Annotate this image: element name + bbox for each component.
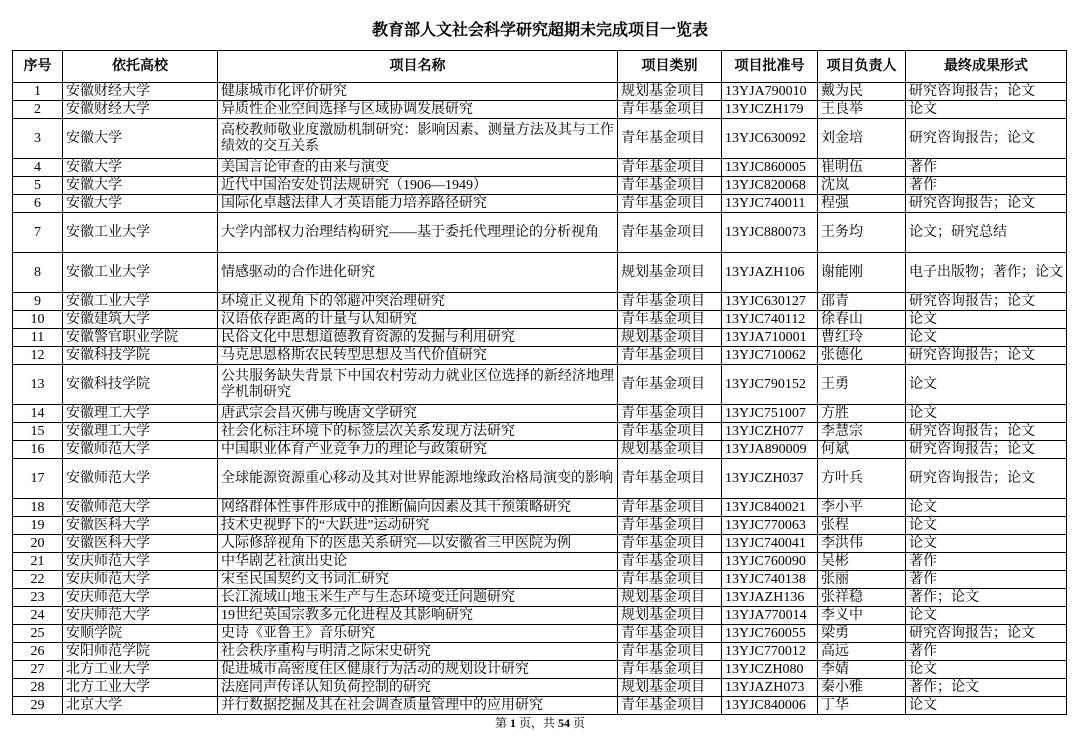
cell-number: 22 xyxy=(13,571,63,589)
page-middle: 页，共 xyxy=(518,716,555,730)
table-row xyxy=(13,213,1067,253)
cell-project-category: 青年基金项目 xyxy=(618,365,722,405)
cell-project-name: 民俗文化中思想道德教育资源的发掘与利用研究 xyxy=(218,329,618,347)
cell-final-output: 著作 xyxy=(906,553,1067,571)
cell-project-name: 国际化卓越法律人才英语能力培养路径研究 xyxy=(218,195,618,213)
cell-project-name: 法庭同声传译认知负荷控制的研究 xyxy=(218,679,618,697)
cell-approval-number: 13YJCZH080 xyxy=(722,661,818,679)
cell-project-name: 全球能源资源重心移动及其对世界能源地缘政治格局演变的影响 xyxy=(218,459,618,499)
table-row xyxy=(13,589,1067,607)
table-row xyxy=(13,347,1067,365)
cell-number: 3 xyxy=(13,119,63,159)
cell-project-leader: 丁华 xyxy=(818,697,906,715)
cell-final-output: 电子出版物；著作；论文 xyxy=(906,253,1067,293)
table-row xyxy=(13,441,1067,459)
cell-approval-number: 13YJC630127 xyxy=(722,293,818,311)
cell-project-name: 健康城市化评价研究 xyxy=(218,83,618,101)
cell-university: 安阳师范学院 xyxy=(63,643,218,661)
cell-university: 安徽大学 xyxy=(63,159,218,177)
cell-number: 12 xyxy=(13,347,63,365)
cell-university: 安徽医科大学 xyxy=(63,517,218,535)
cell-approval-number: 13YJAZH106 xyxy=(722,253,818,293)
column-header-approval-number: 项目批准号 xyxy=(722,51,818,83)
cell-university: 安徽科技学院 xyxy=(63,347,218,365)
cell-number: 15 xyxy=(13,423,63,441)
cell-approval-number: 13YJC840006 xyxy=(722,697,818,715)
cell-approval-number: 13YJC710062 xyxy=(722,347,818,365)
cell-project-leader: 沈岚 xyxy=(818,177,906,195)
cell-final-output: 论文 xyxy=(906,607,1067,625)
cell-approval-number: 13YJC751007 xyxy=(722,405,818,423)
column-header-final-output: 最终成果形式 xyxy=(906,51,1067,83)
cell-number: 11 xyxy=(13,329,63,347)
cell-project-name: 中国职业体育产业竞争力的理论与政策研究 xyxy=(218,441,618,459)
cell-approval-number: 13YJA710001 xyxy=(722,329,818,347)
cell-approval-number: 13YJC760055 xyxy=(722,625,818,643)
cell-project-category: 青年基金项目 xyxy=(618,405,722,423)
table-row xyxy=(13,553,1067,571)
cell-number: 26 xyxy=(13,643,63,661)
cell-final-output: 论文 xyxy=(906,661,1067,679)
cell-project-category: 青年基金项目 xyxy=(618,293,722,311)
cell-final-output: 研究咨询报告；论文 xyxy=(906,423,1067,441)
cell-project-category: 青年基金项目 xyxy=(618,195,722,213)
page-suffix: 页 xyxy=(573,716,586,730)
cell-project-category: 规划基金项目 xyxy=(618,589,722,607)
cell-university: 安庆师范大学 xyxy=(63,571,218,589)
cell-final-output: 论文 xyxy=(906,517,1067,535)
cell-number: 21 xyxy=(13,553,63,571)
cell-number: 28 xyxy=(13,679,63,697)
table-row xyxy=(13,329,1067,347)
cell-number: 16 xyxy=(13,441,63,459)
table-row xyxy=(13,119,1067,159)
table-row xyxy=(13,459,1067,499)
table-row xyxy=(13,679,1067,697)
cell-approval-number: 13YJC770012 xyxy=(722,643,818,661)
cell-university: 北京大学 xyxy=(63,697,218,715)
cell-number: 9 xyxy=(13,293,63,311)
cell-project-leader: 张程 xyxy=(818,517,906,535)
cell-project-leader: 张丽 xyxy=(818,571,906,589)
cell-university: 安徽工业大学 xyxy=(63,213,218,253)
cell-project-leader: 李洪伟 xyxy=(818,535,906,553)
cell-approval-number: 13YJC760090 xyxy=(722,553,818,571)
table-row xyxy=(13,625,1067,643)
table-row xyxy=(13,159,1067,177)
cell-number: 17 xyxy=(13,459,63,499)
table-row xyxy=(13,643,1067,661)
cell-project-name: 网络群体性事件形成中的推断偏向因素及其干预策略研究 xyxy=(218,499,618,517)
cell-final-output: 著作 xyxy=(906,159,1067,177)
cell-approval-number: 13YJA790010 xyxy=(722,83,818,101)
cell-project-category: 青年基金项目 xyxy=(618,661,722,679)
cell-university: 安徽师范大学 xyxy=(63,441,218,459)
cell-final-output: 研究咨询报告；论文 xyxy=(906,347,1067,365)
page-footer xyxy=(0,715,1080,731)
cell-project-name: 技术史视野下的“大跃进”运动研究 xyxy=(218,517,618,535)
column-header-university: 依托高校 xyxy=(63,51,218,83)
cell-project-category: 青年基金项目 xyxy=(618,423,722,441)
cell-project-leader: 徐春山 xyxy=(818,311,906,329)
cell-project-leader: 张德化 xyxy=(818,347,906,365)
cell-project-leader: 方叶兵 xyxy=(818,459,906,499)
cell-project-leader: 王勇 xyxy=(818,365,906,405)
cell-approval-number: 13YJC790152 xyxy=(722,365,818,405)
cell-approval-number: 13YJC740112 xyxy=(722,311,818,329)
cell-approval-number: 13YJC740138 xyxy=(722,571,818,589)
cell-university: 安徽师范大学 xyxy=(63,459,218,499)
cell-approval-number: 13YJAZH136 xyxy=(722,589,818,607)
cell-approval-number: 13YJC860005 xyxy=(722,159,818,177)
cell-project-leader: 曹红玲 xyxy=(818,329,906,347)
page-title: 教育部人文社会科学研究超期未完成项目一览表 xyxy=(371,22,708,39)
cell-approval-number: 13YJC770063 xyxy=(722,517,818,535)
cell-project-name: 史诗《亚鲁王》音乐研究 xyxy=(218,625,618,643)
table-row xyxy=(13,83,1067,101)
cell-final-output: 研究咨询报告；论文 xyxy=(906,441,1067,459)
cell-project-leader: 邵青 xyxy=(818,293,906,311)
cell-project-leader: 高远 xyxy=(818,643,906,661)
header-row xyxy=(13,51,1067,83)
table-row xyxy=(13,101,1067,119)
cell-approval-number: 13YJC630092 xyxy=(722,119,818,159)
cell-project-category: 青年基金项目 xyxy=(618,159,722,177)
cell-approval-number: 13YJC840021 xyxy=(722,499,818,517)
cell-number: 1 xyxy=(13,83,63,101)
cell-project-category: 青年基金项目 xyxy=(618,517,722,535)
cell-project-name: 近代中国治安处罚法规研究（1906—1949） xyxy=(218,177,618,195)
cell-university: 北方工业大学 xyxy=(63,661,218,679)
cell-university: 安徽医科大学 xyxy=(63,535,218,553)
cell-project-name: 美国言论审查的由来与演变 xyxy=(218,159,618,177)
cell-university: 安庆师范大学 xyxy=(63,607,218,625)
cell-project-category: 规划基金项目 xyxy=(618,607,722,625)
cell-approval-number: 13YJA890009 xyxy=(722,441,818,459)
cell-university: 安徽大学 xyxy=(63,177,218,195)
cell-university: 安庆师范大学 xyxy=(63,589,218,607)
cell-project-name: 环境正义视角下的邻避冲突治理研究 xyxy=(218,293,618,311)
cell-project-category: 规划基金项目 xyxy=(618,679,722,697)
cell-project-category: 青年基金项目 xyxy=(618,499,722,517)
cell-project-category: 青年基金项目 xyxy=(618,213,722,253)
cell-university: 安徽建筑大学 xyxy=(63,311,218,329)
cell-project-category: 规划基金项目 xyxy=(618,441,722,459)
cell-project-name: 汉语依存距离的计量与认知研究 xyxy=(218,311,618,329)
cell-project-name: 异质性企业空间选择与区域协调发展研究 xyxy=(218,101,618,119)
cell-project-category: 规划基金项目 xyxy=(618,83,722,101)
cell-number: 2 xyxy=(13,101,63,119)
table-row xyxy=(13,697,1067,715)
cell-final-output: 论文；研究总结 xyxy=(906,213,1067,253)
cell-project-category: 青年基金项目 xyxy=(618,643,722,661)
cell-approval-number: 13YJC740041 xyxy=(722,535,818,553)
column-header-project-leader: 项目负责人 xyxy=(818,51,906,83)
cell-project-name: 唐武宗会昌灭佛与晚唐文学研究 xyxy=(218,405,618,423)
cell-project-leader: 李婧 xyxy=(818,661,906,679)
cell-university: 安徽大学 xyxy=(63,119,218,159)
cell-project-name: 公共服务缺失背景下中国农村劳动力就业区位选择的新经济地理学机制研究 xyxy=(218,365,618,405)
cell-project-category: 青年基金项目 xyxy=(618,625,722,643)
cell-project-name: 长江流域山地玉米生产与生态环境变迁问题研究 xyxy=(218,589,618,607)
cell-project-category: 青年基金项目 xyxy=(618,535,722,553)
cell-project-leader: 程强 xyxy=(818,195,906,213)
table-row xyxy=(13,517,1067,535)
cell-project-leader: 张祥稳 xyxy=(818,589,906,607)
cell-project-name: 宋至民国契约文书词汇研究 xyxy=(218,571,618,589)
cell-project-leader: 谢能刚 xyxy=(818,253,906,293)
table-row xyxy=(13,571,1067,589)
cell-project-category: 青年基金项目 xyxy=(618,177,722,195)
cell-number: 10 xyxy=(13,311,63,329)
total-pages: 54 xyxy=(558,716,570,730)
cell-university: 安徽工业大学 xyxy=(63,253,218,293)
cell-final-output: 论文 xyxy=(906,697,1067,715)
column-header-project-name: 项目名称 xyxy=(218,51,618,83)
cell-final-output: 研究咨询报告；论文 xyxy=(906,625,1067,643)
cell-project-leader: 何斌 xyxy=(818,441,906,459)
table-row xyxy=(13,607,1067,625)
column-header-project-category: 项目类别 xyxy=(618,51,722,83)
cell-approval-number: 13YJC740011 xyxy=(722,195,818,213)
cell-project-category: 青年基金项目 xyxy=(618,553,722,571)
cell-number: 24 xyxy=(13,607,63,625)
cell-final-output: 论文 xyxy=(906,499,1067,517)
cell-project-name: 情感驱动的合作进化研究 xyxy=(218,253,618,293)
cell-approval-number: 13YJCZH037 xyxy=(722,459,818,499)
cell-approval-number: 13YJCZH077 xyxy=(722,423,818,441)
cell-final-output: 研究咨询报告；论文 xyxy=(906,119,1067,159)
cell-number: 29 xyxy=(13,697,63,715)
current-page-number: 1 xyxy=(509,716,516,730)
cell-project-leader: 王良举 xyxy=(818,101,906,119)
table-row xyxy=(13,423,1067,441)
cell-university: 安徽财经大学 xyxy=(63,83,218,101)
cell-project-name: 社会化标注环境下的标签层次关系发现方法研究 xyxy=(218,423,618,441)
cell-number: 27 xyxy=(13,661,63,679)
cell-final-output: 论文 xyxy=(906,329,1067,347)
cell-final-output: 著作 xyxy=(906,571,1067,589)
table-row xyxy=(13,311,1067,329)
cell-project-category: 青年基金项目 xyxy=(618,347,722,365)
cell-project-name: 高校教师敬业度激励机制研究：影响因素、测量方法及其与工作绩效的交互关系 xyxy=(218,119,618,159)
cell-project-name: 人际修辞视角下的医患关系研究—以安徽省三甲医院为例 xyxy=(218,535,618,553)
cell-university: 北方工业大学 xyxy=(63,679,218,697)
cell-number: 4 xyxy=(13,159,63,177)
cell-final-output: 论文 xyxy=(906,311,1067,329)
table-row xyxy=(13,253,1067,293)
cell-project-name: 19世纪英国宗教多元化进程及其影响研究 xyxy=(218,607,618,625)
cell-project-category: 青年基金项目 xyxy=(618,119,722,159)
cell-number: 20 xyxy=(13,535,63,553)
cell-project-category: 青年基金项目 xyxy=(618,311,722,329)
cell-university: 安徽警官职业学院 xyxy=(63,329,218,347)
cell-university: 安徽大学 xyxy=(63,195,218,213)
table-row xyxy=(13,499,1067,517)
cell-project-leader: 李义中 xyxy=(818,607,906,625)
cell-approval-number: 13YJC880073 xyxy=(722,213,818,253)
cell-project-leader: 王务均 xyxy=(818,213,906,253)
cell-final-output: 论文 xyxy=(906,365,1067,405)
cell-project-name: 马克思恩格斯农民转型思想及当代价值研究 xyxy=(218,347,618,365)
table-row xyxy=(13,365,1067,405)
cell-project-category: 青年基金项目 xyxy=(618,459,722,499)
cell-approval-number: 13YJC820068 xyxy=(722,177,818,195)
column-header-number: 序号 xyxy=(13,51,63,83)
cell-number: 19 xyxy=(13,517,63,535)
cell-number: 6 xyxy=(13,195,63,213)
cell-final-output: 论文 xyxy=(906,535,1067,553)
cell-project-category: 青年基金项目 xyxy=(618,571,722,589)
table-row xyxy=(13,661,1067,679)
cell-number: 25 xyxy=(13,625,63,643)
table-row xyxy=(13,293,1067,311)
cell-university: 安徽理工大学 xyxy=(63,405,218,423)
cell-project-category: 规划基金项目 xyxy=(618,253,722,293)
cell-final-output: 著作 xyxy=(906,177,1067,195)
cell-number: 13 xyxy=(13,365,63,405)
page-prefix: 第 xyxy=(494,716,507,730)
cell-final-output: 著作；论文 xyxy=(906,679,1067,697)
cell-project-category: 规划基金项目 xyxy=(618,329,722,347)
cell-project-leader: 李慧宗 xyxy=(818,423,906,441)
cell-project-name: 中华剧艺社演出史论 xyxy=(218,553,618,571)
cell-project-leader: 李小平 xyxy=(818,499,906,517)
table-body xyxy=(13,83,1067,715)
cell-final-output: 研究咨询报告；论文 xyxy=(906,83,1067,101)
cell-university: 安徽财经大学 xyxy=(63,101,218,119)
cell-final-output: 著作 xyxy=(906,643,1067,661)
cell-university: 安徽科技学院 xyxy=(63,365,218,405)
cell-project-category: 青年基金项目 xyxy=(618,697,722,715)
cell-final-output: 论文 xyxy=(906,101,1067,119)
cell-project-name: 促进城市高密度住区健康行为活动的规划设计研究 xyxy=(218,661,618,679)
cell-project-leader: 方胜 xyxy=(818,405,906,423)
cell-approval-number: 13YJCZH179 xyxy=(722,101,818,119)
cell-university: 安徽工业大学 xyxy=(63,293,218,311)
cell-project-category: 青年基金项目 xyxy=(618,101,722,119)
table-row xyxy=(13,535,1067,553)
cell-project-name: 社会秩序重构与明清之际宋史研究 xyxy=(218,643,618,661)
cell-number: 8 xyxy=(13,253,63,293)
cell-project-leader: 吴彬 xyxy=(818,553,906,571)
cell-final-output: 研究咨询报告；论文 xyxy=(906,195,1067,213)
cell-university: 安徽理工大学 xyxy=(63,423,218,441)
cell-number: 5 xyxy=(13,177,63,195)
cell-project-leader: 崔明伍 xyxy=(818,159,906,177)
cell-university: 安庆师范大学 xyxy=(63,553,218,571)
cell-project-name: 大学内部权力治理结构研究——基于委托代理理论的分析视角 xyxy=(218,213,618,253)
cell-final-output: 著作；论文 xyxy=(906,589,1067,607)
table-row xyxy=(13,405,1067,423)
cell-project-leader: 秦小雅 xyxy=(818,679,906,697)
table-header xyxy=(13,51,1067,83)
cell-number: 7 xyxy=(13,213,63,253)
cell-university: 安顺学院 xyxy=(63,625,218,643)
cell-approval-number: 13YJAZH073 xyxy=(722,679,818,697)
table-row xyxy=(13,195,1067,213)
table-row xyxy=(13,177,1067,195)
cell-number: 23 xyxy=(13,589,63,607)
cell-university: 安徽师范大学 xyxy=(63,499,218,517)
cell-project-leader: 刘金培 xyxy=(818,119,906,159)
cell-project-leader: 梁勇 xyxy=(818,625,906,643)
cell-final-output: 研究咨询报告；论文 xyxy=(906,459,1067,499)
cell-final-output: 研究咨询报告；论文 xyxy=(906,293,1067,311)
projects-table xyxy=(12,50,1067,715)
cell-number: 18 xyxy=(13,499,63,517)
cell-final-output: 论文 xyxy=(906,405,1067,423)
cell-approval-number: 13YJA770014 xyxy=(722,607,818,625)
cell-number: 14 xyxy=(13,405,63,423)
cell-project-name: 并行数据挖掘及其在社会调查质量管理中的应用研究 xyxy=(218,697,618,715)
cell-project-leader: 戴为民 xyxy=(818,83,906,101)
